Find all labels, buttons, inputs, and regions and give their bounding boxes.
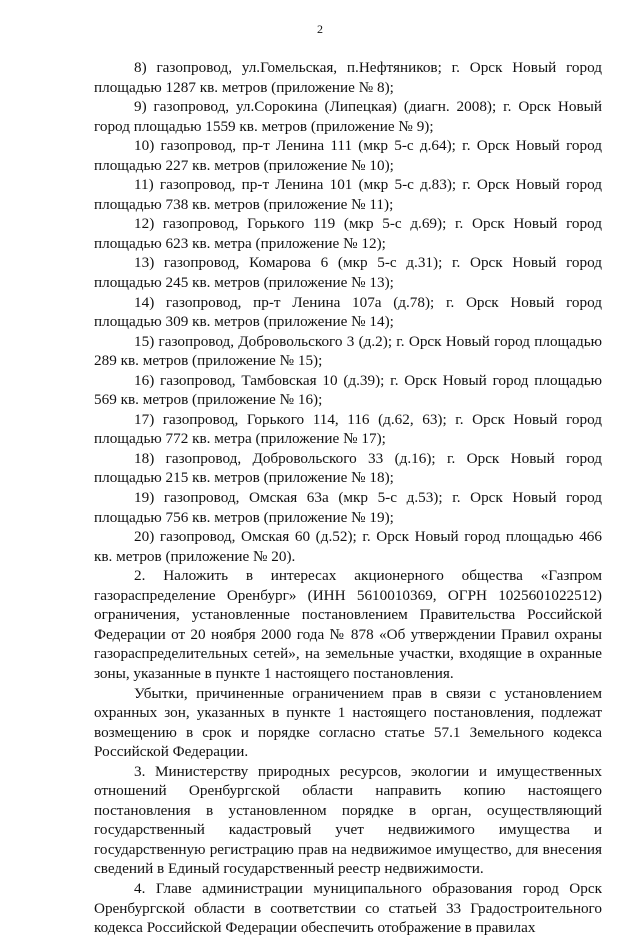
item-16: 16) газопровод, Тамбовская 10 (д.39); г. Орск Новый город площадью 569 кв. метров (приложение № 16); (94, 371, 602, 409)
item-8: 8) газопровод, ул.Гомельская, п.Нефтяников; г. Орск Новый город площадью 1287 кв. метров (приложение № 8); (94, 59, 602, 96)
item-20: 20) газопровод, Омская 60 (д.52); г. Орск Новый город площадью 466 кв. метров (приложение № 20). (94, 528, 602, 565)
item-14: 14) газопровод, пр-т Ленина 107а (д.78); г. Орск Новый город площадью 309 кв. метров (приложение № 14); (94, 293, 602, 331)
clause-3: 3. Министерству природных ресурсов, экологии и имущественных отношений Оренбургской области направить копию настоящего постановления в установленном порядке в орган, осуществляющий государственный кадастровый учет недвижимого имущества и государственную регистрацию прав на недвижимое имущество, для внесения сведений в Единый государственный реестр недвижимости. (94, 762, 602, 878)
item-9: 9) газопровод, ул.Сорокина (Липецкая) (диагн. 2008); г. Орск Новый город площадью 1559 кв. метров (приложение № 9); (94, 98, 602, 135)
item-13: 13) газопровод, Комарова 6 (мкр 5-с д.31); г. Орск Новый город площадью 245 кв. метров (приложение № 13); (94, 254, 602, 292)
item-17: 17) газопровод, Горького 114, 116 (д.62, 63); г. Орск Новый город площадью 772 кв. метра (приложение № 17); (94, 410, 602, 448)
item-10: 10) газопровод, пр-т Ленина 111 (мкр 5-с д.64); г. Орск Новый город площадью 227 кв. метров (приложение № 10); (94, 137, 602, 174)
clause-2: 2. Наложить в интересах акционерного общества «Газпром газораспределение Оренбург» (ИНН 5610010369, ОГРН 1025601022512) ограничения, установленные постановлением Правительства Российской Федерации от 20 ноября 2000 года № 878 «Об утверждении Правил охраны газораспределительных сетей», на земельные участки, входящие в охранные зоны, указанные в пункте 1 настоящего постановления. (94, 567, 602, 682)
item-11: 11) газопровод, пр-т Ленина 101 (мкр 5-с д.83); г. Орск Новый город площадью 738 кв. метров (приложение № 11); (94, 176, 602, 213)
item-19: 19) газопровод, Омская 63а (мкр 5-с д.53); г. Орск Новый город площадью 756 кв. метров (приложение № 19); (94, 489, 602, 526)
item-12: 12) газопровод, Горького 119 (мкр 5-с д.69); г. Орск Новый город площадью 623 кв. метра (приложение № 12); (94, 215, 602, 252)
clause-2-damages: Убытки, причиненные ограничением прав в связи с установлением охранных зон, указанных в пункте 1 настоящего постановления, подлежат возмещению в срок и порядке согласно статье 57.1 Земельного кодекса Российской Федерации. (94, 684, 602, 761)
item-15: 15) газопровод, Добровольского 3 (д.2); г. Орск Новый город площадью 289 кв. метров (приложение № 15); (94, 332, 602, 370)
document-body (94, 58, 602, 938)
page-number: 2 (317, 22, 323, 36)
clause-4: 4. Главе администрации муниципального образования город Орск Оренбургской области в соответствии со статьей 33 Градостроительного кодекса Российской Федерации обеспечить отображение в правилах (94, 879, 602, 937)
item-18: 18) газопровод, Добровольского 33 (д.16); г. Орск Новый город площадью 215 кв. метров (приложение № 18); (94, 449, 602, 487)
